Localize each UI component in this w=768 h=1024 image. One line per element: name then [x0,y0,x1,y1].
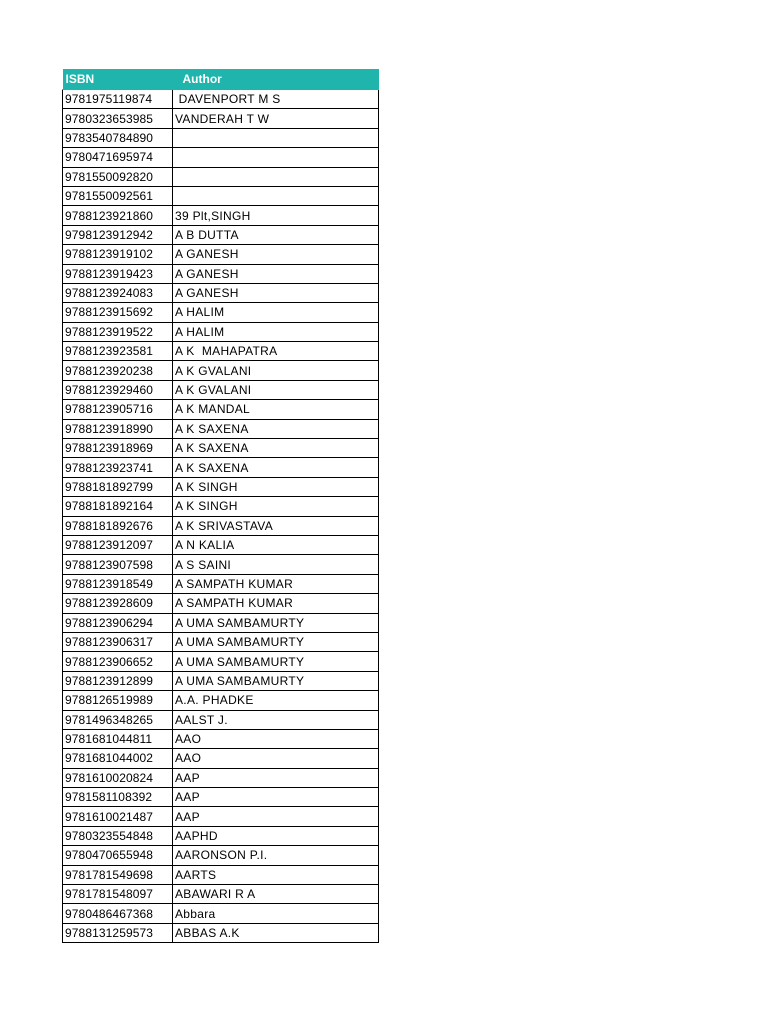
author-cell[interactable]: AARTS [173,865,379,884]
isbn-cell[interactable]: 9781781549698 [63,865,173,884]
table-row [63,148,379,167]
author-cell[interactable]: 39 Plt,SINGH [173,206,379,225]
table-row [63,477,379,496]
author-cell[interactable]: A UMA SAMBAMURTY [173,632,379,651]
author-cell[interactable]: AAP [173,788,379,807]
author-cell[interactable]: A K SINGH [173,477,379,496]
author-cell[interactable]: A SAMPATH KUMAR [173,574,379,593]
author-cell[interactable]: A HALIM [173,322,379,341]
isbn-cell[interactable]: 9798123912942 [63,225,173,244]
isbn-cell[interactable]: 9788123919423 [63,264,173,283]
author-cell[interactable]: A SAMPATH KUMAR [173,594,379,613]
isbn-cell[interactable]: 9781681044811 [63,729,173,748]
isbn-cell[interactable]: 9788126519989 [63,691,173,710]
author-cell[interactable]: A.A. PHADKE [173,691,379,710]
table-row [63,923,379,942]
isbn-cell[interactable]: 9781781548097 [63,885,173,904]
author-cell[interactable]: A UMA SAMBAMURTY [173,652,379,671]
isbn-cell[interactable]: 9788181892676 [63,516,173,535]
table-row [63,206,379,225]
isbn-cell[interactable]: 9788123928609 [63,594,173,613]
table-row [63,264,379,283]
table-row [63,574,379,593]
isbn-cell[interactable]: 9788123920238 [63,361,173,380]
table-row [63,400,379,419]
isbn-cell[interactable]: 9788123923581 [63,342,173,361]
table-row [63,361,379,380]
isbn-cell[interactable]: 9788123921860 [63,206,173,225]
author-cell[interactable]: A K GVALANI [173,380,379,399]
author-cell[interactable] [173,128,379,147]
author-cell[interactable]: AALST J. [173,710,379,729]
table-row [63,749,379,768]
author-cell[interactable]: A K SAXENA [173,419,379,438]
header-row [63,70,379,90]
isbn-column-header[interactable]: ISBN [63,70,173,90]
table-row [63,904,379,923]
author-cell[interactable]: A K SAXENA [173,439,379,458]
isbn-author-table [62,69,379,943]
table-row [63,516,379,535]
isbn-cell[interactable]: 9781550092561 [63,186,173,205]
author-cell[interactable]: A HALIM [173,303,379,322]
author-cell[interactable] [173,186,379,205]
table-row [63,458,379,477]
author-cell[interactable]: A UMA SAMBAMURTY [173,613,379,632]
author-cell[interactable]: A GANESH [173,245,379,264]
isbn-cell[interactable]: 9788123923741 [63,458,173,477]
author-cell[interactable]: A K GVALANI [173,361,379,380]
table-row [63,419,379,438]
isbn-cell[interactable]: 9788123912899 [63,671,173,690]
table-row [63,555,379,574]
isbn-cell[interactable]: 9788123915692 [63,303,173,322]
author-cell[interactable]: A GANESH [173,283,379,302]
table-row [63,109,379,128]
table-row [63,283,379,302]
isbn-cell[interactable]: 9788123906652 [63,652,173,671]
author-cell[interactable]: A GANESH [173,264,379,283]
isbn-cell[interactable]: 9788123918990 [63,419,173,438]
author-cell[interactable]: A S SAINI [173,555,379,574]
isbn-cell[interactable]: 9781681044002 [63,749,173,768]
author-cell[interactable]: DAVENPORT M S [173,90,379,109]
author-cell[interactable]: VANDERAH T W [173,109,379,128]
isbn-cell[interactable]: 9788123918549 [63,574,173,593]
author-cell[interactable]: ABBAS A.K [173,923,379,942]
author-cell[interactable]: A UMA SAMBAMURTY [173,671,379,690]
author-cell[interactable] [173,167,379,186]
isbn-cell[interactable]: 9781610020824 [63,768,173,787]
isbn-cell[interactable]: 9780323653985 [63,109,173,128]
isbn-cell[interactable]: 9788123924083 [63,283,173,302]
table-row [63,186,379,205]
isbn-cell[interactable]: 9781975119874 [63,90,173,109]
author-cell[interactable]: AAP [173,807,379,826]
author-cell[interactable]: A K MANDAL [173,400,379,419]
table-header [63,70,379,90]
isbn-cell[interactable]: 9783540784890 [63,128,173,147]
table-row [63,885,379,904]
table-row [63,652,379,671]
isbn-cell[interactable]: 9781581108392 [63,788,173,807]
table-row [63,846,379,865]
table-row [63,439,379,458]
table-row [63,768,379,787]
table-row [63,497,379,516]
author-column-header[interactable]: Author [173,70,379,90]
isbn-cell[interactable]: 9781610021487 [63,807,173,826]
table-row [63,303,379,322]
table-row [63,167,379,186]
table-row [63,128,379,147]
isbn-cell[interactable]: 9781496348265 [63,710,173,729]
author-cell[interactable]: Abbara [173,904,379,923]
author-cell[interactable] [173,148,379,167]
isbn-cell[interactable]: 9788123912097 [63,535,173,554]
author-cell[interactable]: A K SAXENA [173,458,379,477]
author-cell[interactable]: AAO [173,749,379,768]
author-cell[interactable]: AAO [173,729,379,748]
table-row [63,691,379,710]
author-cell[interactable]: A N KALIA [173,535,379,554]
isbn-cell[interactable]: 9788123929460 [63,380,173,399]
table-row [63,594,379,613]
isbn-cell[interactable]: 9788123906294 [63,613,173,632]
table-row [63,322,379,341]
author-cell[interactable]: ABAWARI R A [173,885,379,904]
isbn-cell[interactable]: 9788123907598 [63,555,173,574]
author-cell[interactable]: A K SINGH [173,497,379,516]
table-row [63,245,379,264]
isbn-cell[interactable]: 9788123919102 [63,245,173,264]
table-row [63,826,379,845]
author-cell[interactable]: AAP [173,768,379,787]
author-cell[interactable]: AARONSON P.I. [173,846,379,865]
table-row [63,729,379,748]
author-cell[interactable]: AAPHD [173,826,379,845]
isbn-cell[interactable]: 9788181892799 [63,477,173,496]
table-row [63,225,379,244]
isbn-cell[interactable]: 9780323554848 [63,826,173,845]
table-row [63,788,379,807]
table-row [63,865,379,884]
isbn-cell[interactable]: 9781550092820 [63,167,173,186]
table-row [63,671,379,690]
table-row [63,613,379,632]
table-row [63,535,379,554]
isbn-cell[interactable]: 9788123918969 [63,439,173,458]
isbn-cell[interactable]: 9788123919522 [63,322,173,341]
isbn-cell[interactable]: 9788123906317 [63,632,173,651]
isbn-cell[interactable]: 9780486467368 [63,904,173,923]
table-row [63,342,379,361]
table-row [63,90,379,109]
spreadsheet-sheet [62,69,378,943]
isbn-cell[interactable]: 9788181892164 [63,497,173,516]
isbn-cell[interactable]: 9780470655948 [63,846,173,865]
author-cell[interactable]: A K MAHAPATRA [173,342,379,361]
table-row [63,632,379,651]
author-cell[interactable]: A K SRIVASTAVA [173,516,379,535]
table-row [63,710,379,729]
isbn-cell[interactable]: 9780471695974 [63,148,173,167]
table-row [63,380,379,399]
table-body [63,90,379,943]
table-row [63,807,379,826]
author-cell[interactable]: A B DUTTA [173,225,379,244]
isbn-cell[interactable]: 9788123905716 [63,400,173,419]
isbn-cell[interactable]: 9788131259573 [63,923,173,942]
